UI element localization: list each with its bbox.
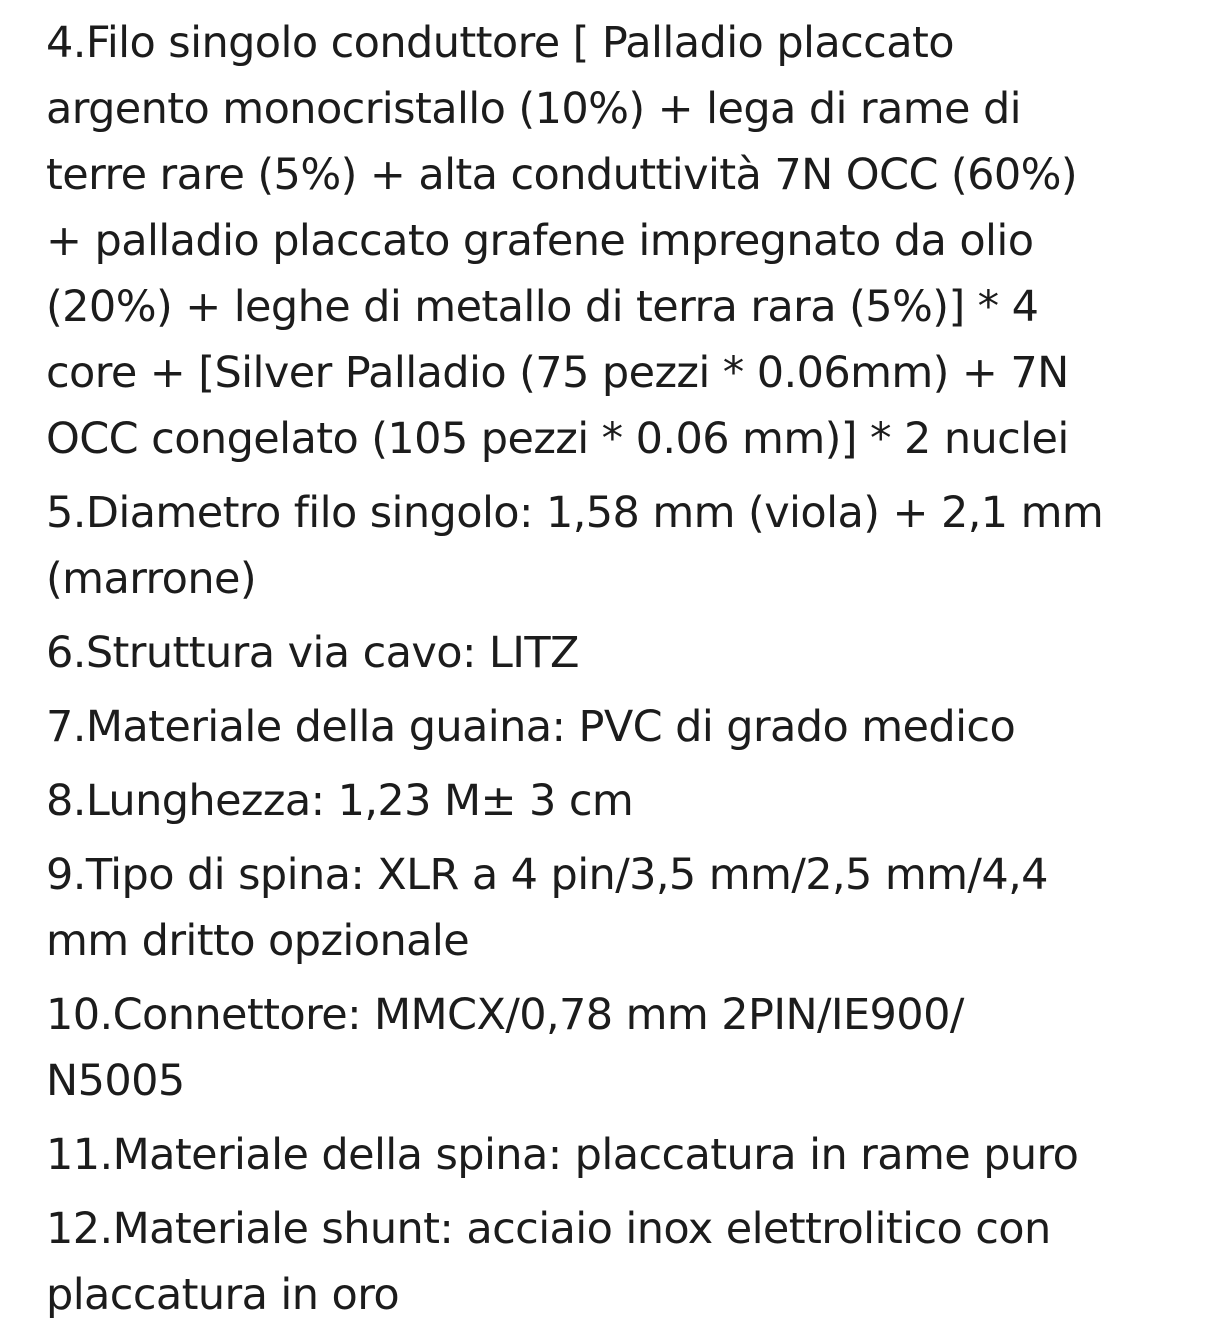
- spec-line: OCC congelato (105 pezzi * 0.06 mm)] * 2 nuclei: [46, 414, 1069, 464]
- spec-item-6-structure: [46, 620, 1206, 686]
- spec-line: 6.Struttura via cavo: LITZ: [46, 628, 579, 678]
- spec-line: 12.Materiale shunt: acciaio inox elettrolitico con: [46, 1204, 1051, 1254]
- spec-line: 8.Lunghezza: 1,23 M± 3 cm: [46, 776, 634, 826]
- spec-item-8-length: [46, 768, 1206, 834]
- spec-line: 7.Materiale della guaina: PVC di grado medico: [46, 702, 1016, 752]
- spec-list: [46, 0, 1206, 1328]
- spec-item-11-plug-material: [46, 1122, 1206, 1188]
- spec-line: 5.Diametro filo singolo: 1,58 mm (viola) + 2,1 mm: [46, 488, 1104, 538]
- spec-line: N5005: [46, 1056, 185, 1106]
- spec-line: 9.Tipo di spina: XLR a 4 pin/3,5 mm/2,5 mm/4,4: [46, 850, 1048, 900]
- spec-line: core + [Silver Palladio (75 pezzi * 0.06mm) + 7N: [46, 348, 1069, 398]
- spec-line: (marrone): [46, 554, 257, 604]
- spec-line: argento monocristallo (10%) + lega di rame di: [46, 84, 1022, 134]
- spec-item-12-shunt-material: [46, 1196, 1206, 1328]
- spec-item-7-sheath: [46, 694, 1206, 760]
- spec-line: mm dritto opzionale: [46, 916, 470, 966]
- spec-line: placcatura in oro: [46, 1270, 400, 1320]
- spec-line: 4.Filo singolo conduttore [ Palladio placcato: [46, 18, 954, 68]
- spec-line: 11.Materiale della spina: placcatura in rame puro: [46, 1130, 1079, 1180]
- spec-item-4-conductor: [46, 10, 1206, 472]
- spec-line: 10.Connettore: MMCX/0,78 mm 2PIN/IE900/: [46, 990, 964, 1040]
- spec-item-10-connector: [46, 982, 1206, 1114]
- spec-line: (20%) + leghe di metallo di terra rara (5%)] * 4: [46, 282, 1039, 332]
- spec-item-5-diameter: [46, 480, 1206, 612]
- spec-line: + palladio placcato grafene impregnato da olio: [46, 216, 1034, 266]
- spec-line: terre rare (5%) + alta conduttività 7N OCC (60%): [46, 150, 1078, 200]
- spec-item-9-plug-type: [46, 842, 1206, 974]
